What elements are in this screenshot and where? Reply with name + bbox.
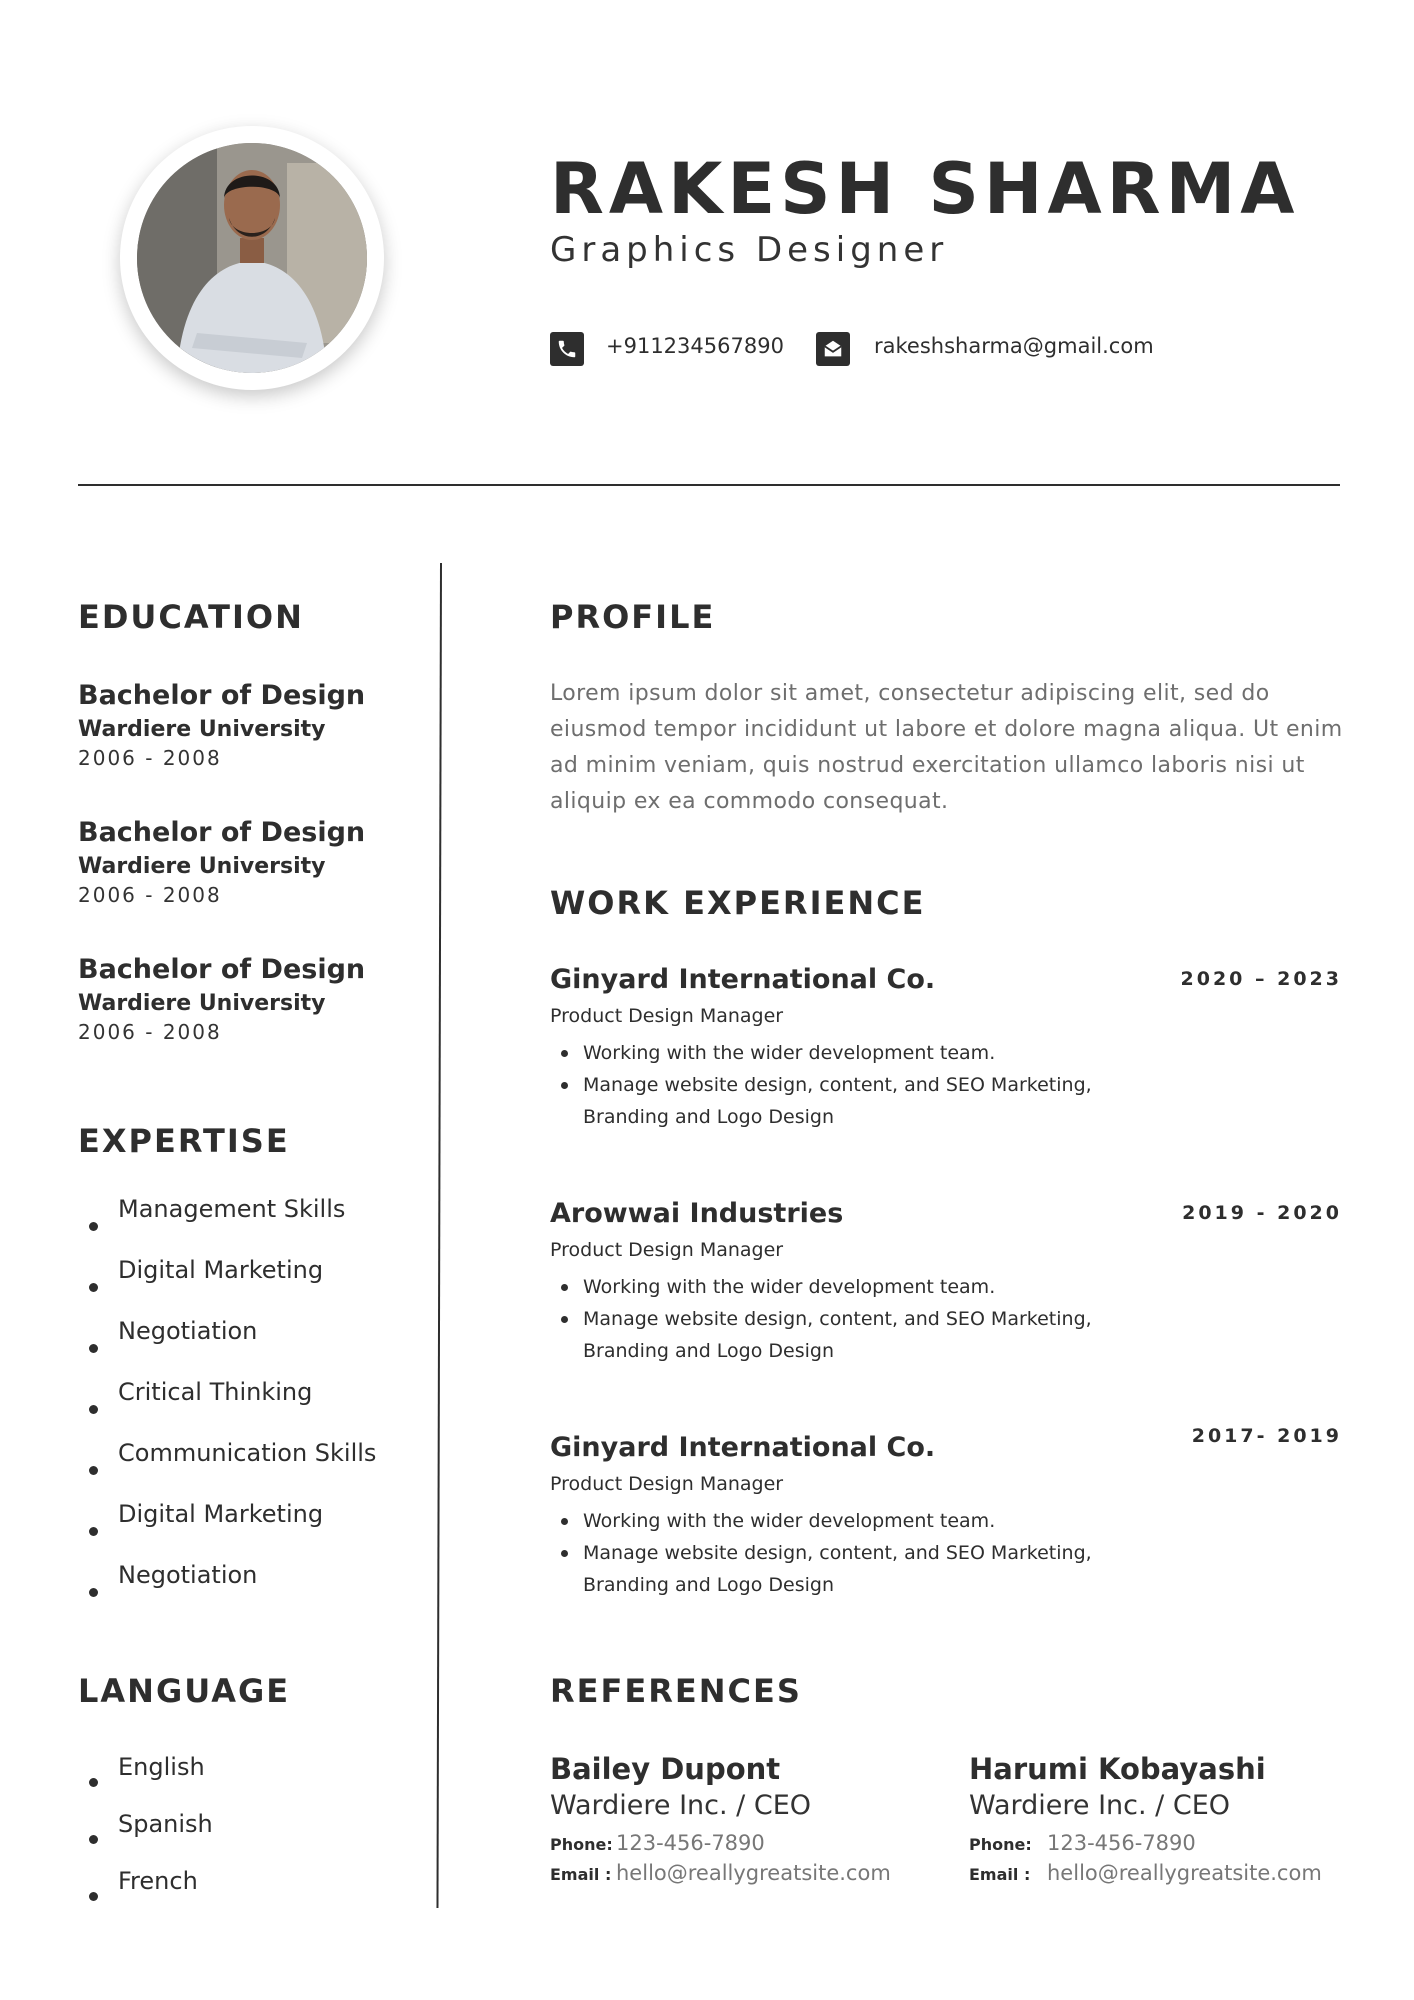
email-address[interactable]: rakeshsharma@gmail.com (874, 334, 1154, 358)
education-item (78, 680, 365, 770)
education-degree: Bachelor of Design (78, 954, 366, 985)
language-list (78, 1753, 213, 1924)
reference-phone-row (969, 1831, 1322, 1855)
job-years: 2019 - 2020 (1182, 1202, 1342, 1224)
reference-card (969, 1752, 1322, 1885)
profile-text: Lorem ipsum dolor sit amet, consectetur adipiscing elit, sed do eiusmod tempor incididunt ut labore et dolore magna aliqua. Ut enim ad minim veniam, quis nostrud exercitation ullamco laboris nisi ut aliquip ex ea commodo consequat. (550, 681, 1343, 814)
job-title: Product Design Manager (550, 1005, 784, 1027)
job-title: Product Design Manager (550, 1239, 784, 1261)
reference-phone-row (550, 1831, 891, 1855)
column-divider (436, 563, 442, 1908)
job-bullets (550, 1271, 1110, 1367)
job-company: Ginyard International Co. (550, 964, 936, 995)
job-title: Product Design Manager (550, 1473, 784, 1495)
expertise-item: Management Skills (78, 1195, 376, 1256)
expertise-item: Negotiation (78, 1317, 376, 1378)
education-item (78, 817, 365, 907)
reference-phone-label: Phone: (969, 1835, 1032, 1854)
expertise-item: Communication Skills (78, 1439, 376, 1500)
reference-name: Harumi Kobayashi (969, 1752, 1266, 1786)
reference-phone[interactable]: 123-456-7890 (616, 1831, 765, 1855)
reference-email[interactable]: hello@reallygreatsite.com (616, 1861, 891, 1885)
job-entry (550, 1425, 1342, 1601)
mail-icon (816, 332, 850, 366)
reference-card (550, 1752, 891, 1885)
education-years: 2006 - 2008 (78, 746, 222, 770)
reference-org: Wardiere Inc. / CEO (969, 1790, 1231, 1821)
reference-phone-label: Phone: (550, 1835, 613, 1854)
education-degree: Bachelor of Design (78, 680, 366, 711)
education-years: 2006 - 2008 (78, 1020, 222, 1044)
education-degree: Bachelor of Design (78, 817, 366, 848)
language-item: Spanish (78, 1810, 213, 1867)
candidate-name: RAKESH SHARMA (550, 148, 1300, 230)
job-bullet: Working with the wider development team. (550, 1505, 1110, 1537)
phone-number[interactable]: +911234567890 (606, 334, 784, 358)
job-company: Arowwai Industries (550, 1198, 844, 1229)
expertise-item: Negotiation (78, 1561, 376, 1622)
references-heading: REFERENCES (550, 1672, 802, 1710)
language-item: English (78, 1753, 213, 1810)
profile-photo (137, 143, 367, 373)
expertise-item: Digital Marketing (78, 1256, 376, 1317)
job-bullet: Manage website design, content, and SEO Marketing, Branding and Logo Design (550, 1069, 1110, 1133)
job-bullet: Working with the wider development team. (550, 1271, 1110, 1303)
job-bullet: Manage website design, content, and SEO Marketing, Branding and Logo Design (550, 1303, 1110, 1367)
job-years: 2017- 2019 (1191, 1425, 1342, 1447)
education-school: Wardiere University (78, 991, 326, 1016)
reference-email-row (969, 1861, 1322, 1885)
job-bullets (550, 1505, 1110, 1601)
job-bullet: Manage website design, content, and SEO Marketing, Branding and Logo Design (550, 1537, 1110, 1601)
job-years: 2020 – 2023 (1180, 968, 1342, 990)
candidate-role: Graphics Designer (550, 230, 949, 270)
language-item: French (78, 1867, 213, 1924)
reference-name: Bailey Dupont (550, 1752, 781, 1786)
expertise-heading: EXPERTISE (78, 1122, 290, 1160)
work-experience-heading: WORK EXPERIENCE (550, 884, 926, 922)
profile-heading: PROFILE (550, 598, 716, 636)
job-bullet: Working with the wider development team. (550, 1037, 1110, 1069)
job-company: Ginyard International Co. (550, 1432, 936, 1463)
phone-icon (550, 332, 584, 366)
education-school: Wardiere University (78, 854, 326, 879)
job-bullets (550, 1037, 1110, 1133)
job-entry (550, 964, 1342, 1133)
reference-email-row (550, 1861, 891, 1885)
language-heading: LANGUAGE (78, 1672, 291, 1710)
reference-org: Wardiere Inc. / CEO (550, 1790, 812, 1821)
education-heading: EDUCATION (78, 598, 304, 636)
header-divider (78, 484, 1340, 486)
person-photo-icon (137, 143, 367, 373)
reference-phone[interactable]: 123-456-7890 (1047, 1831, 1196, 1855)
expertise-list (78, 1195, 376, 1622)
education-school: Wardiere University (78, 717, 326, 742)
expertise-item: Digital Marketing (78, 1500, 376, 1561)
reference-email-label: Email : (969, 1865, 1031, 1884)
education-years: 2006 - 2008 (78, 883, 222, 907)
reference-email[interactable]: hello@reallygreatsite.com (1047, 1861, 1322, 1885)
education-item (78, 954, 365, 1044)
expertise-item: Critical Thinking (78, 1378, 376, 1439)
reference-email-label: Email : (550, 1865, 612, 1884)
job-entry (550, 1198, 1342, 1367)
